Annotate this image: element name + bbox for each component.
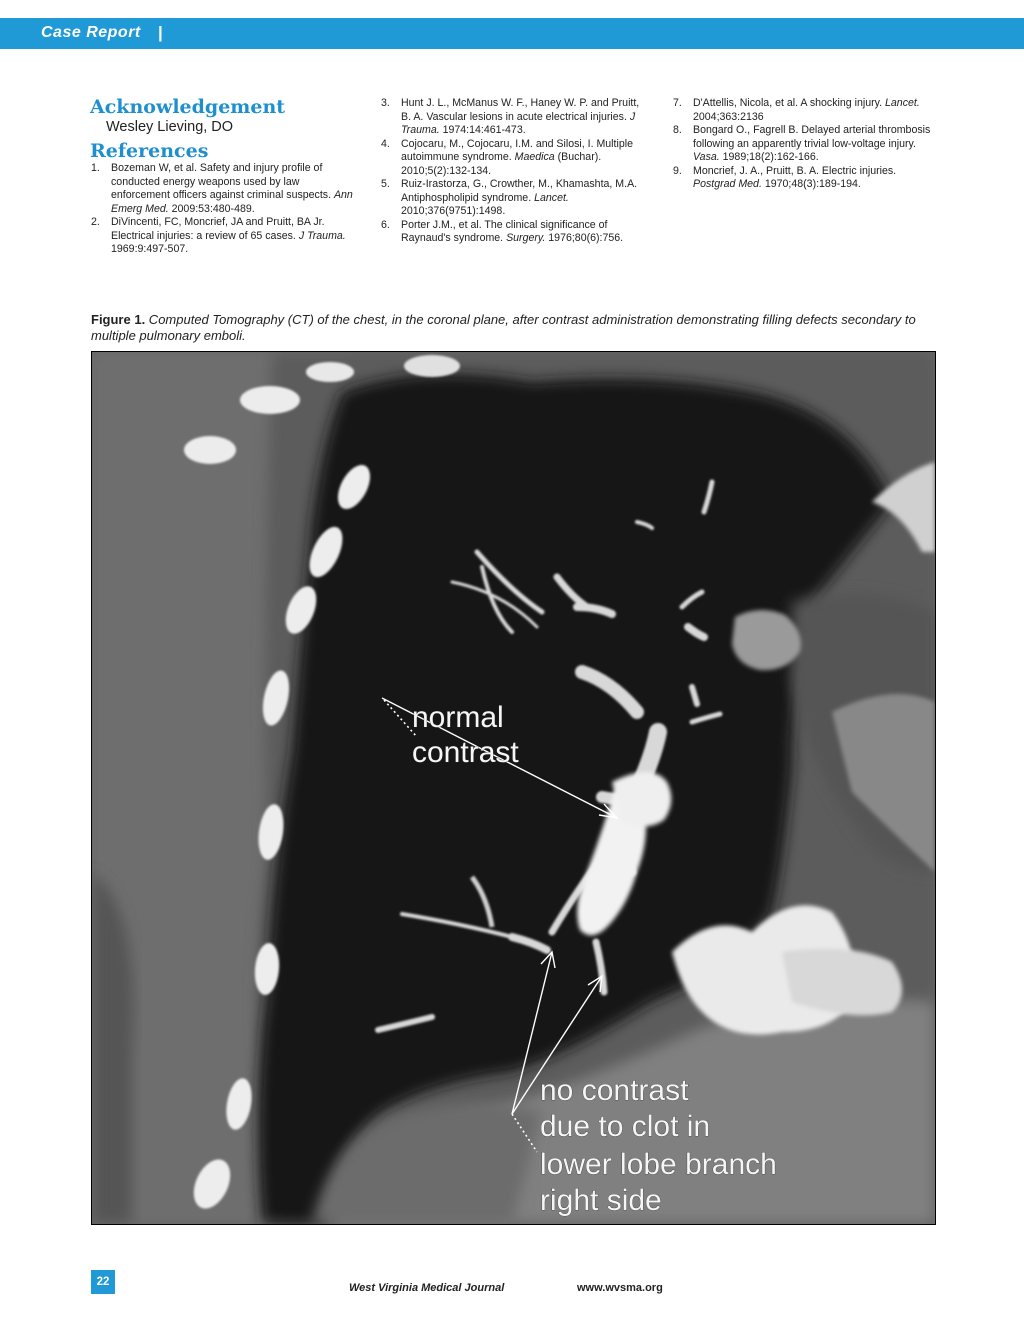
column-3 xyxy=(672,97,934,192)
page-number: 22 xyxy=(91,1270,115,1294)
reference-item xyxy=(380,97,642,138)
reference-item xyxy=(380,178,642,219)
reference-citation: 1969:9:497-507. xyxy=(111,243,189,255)
reference-journal: Surgery. xyxy=(506,232,546,244)
reference-item xyxy=(90,162,355,216)
reference-list xyxy=(380,97,642,246)
reference-number: 9. xyxy=(673,164,682,177)
reference-number: 5. xyxy=(381,178,390,190)
reference-number: 7. xyxy=(673,97,682,109)
section-label: Case Report xyxy=(41,24,141,41)
reference-citation: 2004;363:2136 xyxy=(693,110,764,123)
reference-citation: 2009:53:480-489. xyxy=(168,202,255,215)
acknowledgement-name: Wesley Lieving, DO xyxy=(106,119,234,135)
figure-label: Figure 1. xyxy=(91,312,146,327)
reference-item xyxy=(90,216,355,257)
reference-number: 8. xyxy=(673,124,682,136)
column-2 xyxy=(380,97,642,246)
annotation-clot-line-4: right side xyxy=(540,1184,662,1217)
reference-journal: Postgrad Med. xyxy=(693,178,762,190)
reference-number: 3. xyxy=(381,97,390,109)
column-1 xyxy=(90,96,355,257)
reference-list xyxy=(90,162,355,257)
reference-journal: J Trauma. xyxy=(298,229,346,242)
references-heading: References xyxy=(90,140,209,162)
figure-caption xyxy=(91,312,941,344)
annotation-clot-line-1: no contrast xyxy=(540,1074,689,1107)
reference-item xyxy=(672,124,934,165)
reference-journal: Lancet. xyxy=(534,191,569,204)
ct-image-figure xyxy=(91,351,936,1225)
reference-citation: 1989;18(2):162-166. xyxy=(719,151,819,163)
reference-journal: Vasa. xyxy=(693,151,720,163)
reference-citation: 1976;80(6):756. xyxy=(545,232,624,244)
reference-text: Moncrief, J. A., Pruitt, B. A. Electric injuries. xyxy=(693,164,897,177)
reference-text: Bongard O., Fagrell B. Delayed arterial thrombosis following an apparently trivial low-voltage injury. xyxy=(693,124,931,150)
reference-journal: Ann Emerg Med. xyxy=(111,189,353,215)
reference-text: Hunt J. L., McManus W. F., Haney W. P. and Pruitt, B. A. Vascular lesions in acute electrical injuries. xyxy=(401,97,640,123)
annotation-clot-line-3: lower lobe branch xyxy=(540,1148,777,1181)
footer-url: www.wvsma.org xyxy=(577,1282,663,1294)
reference-text: D'Attellis, Nicola, et al. A shocking injury. xyxy=(693,97,886,109)
reference-number: 4. xyxy=(381,137,390,150)
ct-scan-illustration xyxy=(92,352,935,1224)
reference-text: Cojocaru, M., Cojocaru, I.M. and Silosi, I. Multiple autoimmune syndrome. xyxy=(401,137,633,163)
reference-citation: 1974:14:461-473. xyxy=(439,124,526,136)
reference-text: Bozeman W, et al. Safety and injury profile of conducted energy weapons used by law enforcement officers against criminal suspects. xyxy=(111,162,334,201)
reference-journal: Maedica xyxy=(514,151,555,163)
annotation-normal-line-2: contrast xyxy=(412,736,519,769)
annotation-clot-line-2: due to clot in xyxy=(540,1110,711,1143)
reference-text: DiVincenti, FC, Moncrief, JA and Pruitt, BA Jr. Electrical injuries: a review of 65 cases. xyxy=(111,216,325,242)
annotation-normal-line-1: normal xyxy=(412,701,504,734)
reference-text: Ruiz-Irastorza, G., Crowther, M., Khamashta, M.A. Antiphospholipid syndrome. xyxy=(401,178,638,204)
reference-journal: Lancet. xyxy=(885,97,920,109)
reference-journal: J Trauma. xyxy=(401,110,636,136)
reference-item xyxy=(380,219,642,246)
reference-text: Porter J.M., et al. The clinical significance of Raynaud's syndrome. xyxy=(401,218,608,244)
reference-item xyxy=(672,97,934,124)
reference-number: 6. xyxy=(381,218,390,231)
reference-item xyxy=(672,165,934,192)
reference-citation: (Buchar). 2010;5(2):132-134. xyxy=(401,151,602,177)
footer-journal-name: West Virginia Medical Journal xyxy=(349,1282,505,1294)
reference-number: 2. xyxy=(91,216,100,228)
reference-number: 1. xyxy=(91,162,100,174)
figure-caption-text: Computed Tomography (CT) of the chest, in the coronal plane, after contrast administration demonstrating filling defects secondary to multiple pulmonary emboli. xyxy=(91,312,916,343)
reference-citation: 1970;48(3):189-194. xyxy=(761,178,861,190)
header-bar xyxy=(0,18,1024,49)
acknowledgement-heading: Acknowledgement xyxy=(90,96,286,118)
reference-citation: 2010;376(9751):1498. xyxy=(401,205,506,217)
reference-list xyxy=(672,97,934,192)
header-separator: | xyxy=(158,23,163,42)
reference-item xyxy=(380,138,642,179)
